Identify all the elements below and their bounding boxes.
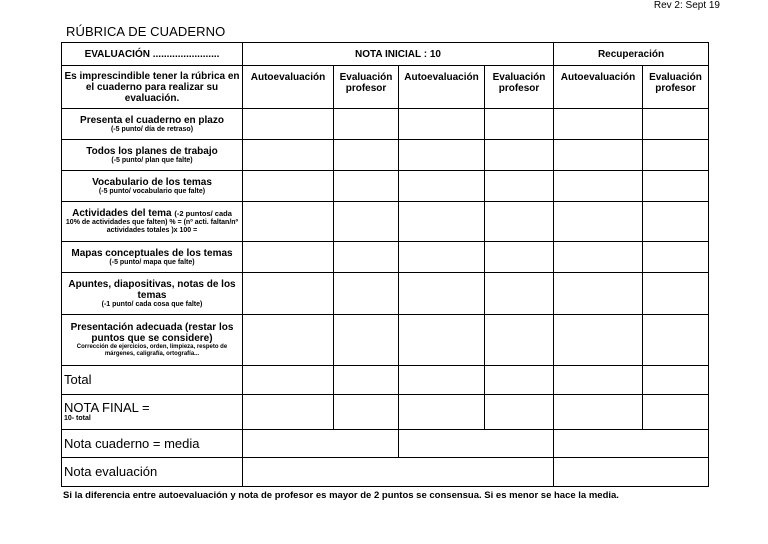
score-cell[interactable] — [485, 395, 554, 430]
score-cell[interactable] — [334, 273, 399, 315]
total-label-cell — [62, 366, 243, 395]
criterion-penalty: (-1 punto/ cada cosa que falte) — [101, 300, 203, 308]
nota-cuaderno-label-cell — [62, 430, 243, 458]
criterion-cell — [62, 242, 243, 273]
score-cell[interactable] — [554, 171, 643, 202]
rubric-table — [61, 42, 709, 487]
score-cell[interactable] — [243, 273, 334, 315]
score-cell[interactable] — [485, 140, 554, 171]
score-cell[interactable] — [243, 315, 334, 366]
nota-inicial-header: NOTA INICIAL : 10 — [243, 43, 554, 66]
table-row — [62, 202, 709, 242]
score-cell[interactable] — [399, 395, 485, 430]
score-cell[interactable] — [243, 171, 334, 202]
recuperacion-header: Recuperación — [554, 43, 709, 66]
score-cell[interactable] — [399, 140, 485, 171]
score-cell[interactable] — [243, 366, 334, 395]
score-cell[interactable] — [554, 366, 643, 395]
score-cell[interactable] — [399, 202, 485, 242]
score-cell[interactable] — [643, 273, 709, 315]
score-cell[interactable] — [643, 202, 709, 242]
criterion-penalty-inline: (-2 puntos/ cada — [174, 209, 232, 218]
table-row — [62, 273, 709, 315]
nota-final-label-cell — [62, 395, 243, 430]
total-row — [62, 366, 709, 395]
intro-text: Es imprescindible tener la rúbrica en el cuaderno para realizar su evaluación. — [62, 66, 243, 109]
table-row — [62, 242, 709, 273]
score-cell[interactable] — [554, 395, 643, 430]
total-label: Total — [64, 372, 92, 387]
col-evaluacion-profesor-1: Evaluación profesor — [334, 66, 399, 109]
criterion-penalty: Corrección de ejercicios, orden, limpieza, respeto de márgenes, caligrafía, ortografía... — [76, 344, 228, 357]
score-cell[interactable] — [485, 202, 554, 242]
score-cell[interactable] — [554, 458, 709, 487]
footer-note: Si la diferencia entre autoevaluación y nota de profesor es mayor de 2 puntos se consensua. Si es menor se hace la media. — [63, 490, 619, 501]
criterion-cell — [62, 273, 243, 315]
nota-final-formula: 10- total — [64, 415, 91, 422]
score-cell[interactable] — [399, 430, 554, 458]
score-cell[interactable] — [643, 315, 709, 366]
score-cell[interactable] — [485, 109, 554, 140]
criterion-cell — [62, 109, 243, 140]
score-cell[interactable] — [334, 202, 399, 242]
criterion-title: Apuntes, diapositivas, notas de los temas — [68, 278, 236, 301]
score-cell[interactable] — [243, 395, 334, 430]
criterion-title: Actividades del tema — [72, 208, 172, 219]
criterion-cell — [62, 140, 243, 171]
score-cell[interactable] — [554, 242, 643, 273]
score-cell[interactable] — [643, 109, 709, 140]
revision-label: Rev 2: Sept 19 — [653, 0, 720, 11]
score-cell[interactable] — [643, 366, 709, 395]
criterion-cell — [62, 171, 243, 202]
score-cell[interactable] — [334, 171, 399, 202]
col-autoevaluacion-3: Autoevaluación — [554, 66, 643, 109]
score-cell[interactable] — [485, 242, 554, 273]
table-row — [62, 140, 709, 171]
nota-evaluacion-row — [62, 458, 709, 487]
score-cell[interactable] — [334, 315, 399, 366]
col-evaluacion-profesor-3: Evaluación profesor — [643, 66, 709, 109]
col-evaluacion-profesor-2: Evaluación profesor — [485, 66, 554, 109]
header-row — [62, 43, 709, 66]
score-cell[interactable] — [554, 140, 643, 171]
table-row — [62, 109, 709, 140]
score-cell[interactable] — [243, 109, 334, 140]
score-cell[interactable] — [334, 140, 399, 171]
score-cell[interactable] — [554, 430, 709, 458]
score-cell[interactable] — [399, 109, 485, 140]
score-cell[interactable] — [485, 171, 554, 202]
criterion-penalty: (-5 punto/ mapa que falte) — [109, 258, 195, 266]
score-cell[interactable] — [243, 202, 334, 242]
nota-cuaderno-label: Nota cuaderno = media — [64, 435, 200, 451]
score-cell[interactable] — [554, 109, 643, 140]
score-cell[interactable] — [399, 273, 485, 315]
criterion-cell — [62, 315, 243, 366]
criterion-cell — [62, 202, 243, 242]
score-cell[interactable] — [643, 171, 709, 202]
criterion-penalty: (-5 punto/ vocabulario que falte) — [98, 187, 206, 195]
score-cell[interactable] — [243, 140, 334, 171]
score-cell[interactable] — [643, 140, 709, 171]
score-cell[interactable] — [334, 395, 399, 430]
col-autoevaluacion-2: Autoevaluación — [399, 66, 485, 109]
column-header-row — [62, 66, 709, 109]
score-cell[interactable] — [243, 458, 554, 487]
col-autoevaluacion-1: Autoevaluación — [243, 66, 334, 109]
score-cell[interactable] — [399, 315, 485, 366]
evaluacion-header: EVALUACIÓN ........................ — [62, 43, 243, 66]
score-cell[interactable] — [554, 315, 643, 366]
nota-evaluacion-label-cell — [62, 458, 243, 487]
score-cell[interactable] — [399, 366, 485, 395]
score-cell[interactable] — [334, 242, 399, 273]
nota-final-row — [62, 395, 709, 430]
score-cell[interactable] — [485, 273, 554, 315]
criterion-title: Presentación adecuada (restar los puntos que se considere) — [70, 322, 234, 344]
criterion-title: Mapas conceptuales de los temas — [71, 247, 233, 259]
criterion-title: Presenta el cuaderno en plazo — [80, 114, 224, 126]
nota-cuaderno-row — [62, 430, 709, 458]
criterion-title: Todos los planes de trabajo — [86, 145, 218, 157]
score-cell[interactable] — [334, 109, 399, 140]
score-cell[interactable] — [643, 395, 709, 430]
score-cell[interactable] — [399, 171, 485, 202]
criterion-penalty: (-5 punto/ día de retraso) — [110, 125, 194, 133]
score-cell[interactable] — [243, 430, 399, 458]
score-cell[interactable] — [399, 242, 485, 273]
nota-final-label: NOTA FINAL = — [64, 400, 150, 415]
criterion-penalty: 10% de actividades que falten) % = (nº acti. faltan/nº actividades totales )x 100 = — [65, 219, 239, 234]
nota-evaluacion-label: Nota evaluación — [64, 464, 158, 479]
score-cell[interactable] — [243, 242, 334, 273]
criterion-title: Vocabulario de los temas — [92, 176, 212, 188]
score-cell[interactable] — [554, 202, 643, 242]
score-cell[interactable] — [643, 242, 709, 273]
table-row — [62, 315, 709, 366]
score-cell[interactable] — [485, 315, 554, 366]
score-cell[interactable] — [485, 366, 554, 395]
score-cell[interactable] — [334, 366, 399, 395]
table-row — [62, 171, 709, 202]
document-title: RÚBRICA DE CUADERNO — [66, 24, 226, 39]
score-cell[interactable] — [554, 273, 643, 315]
criterion-penalty: (-5 punto/ plan que falte) — [111, 156, 193, 164]
